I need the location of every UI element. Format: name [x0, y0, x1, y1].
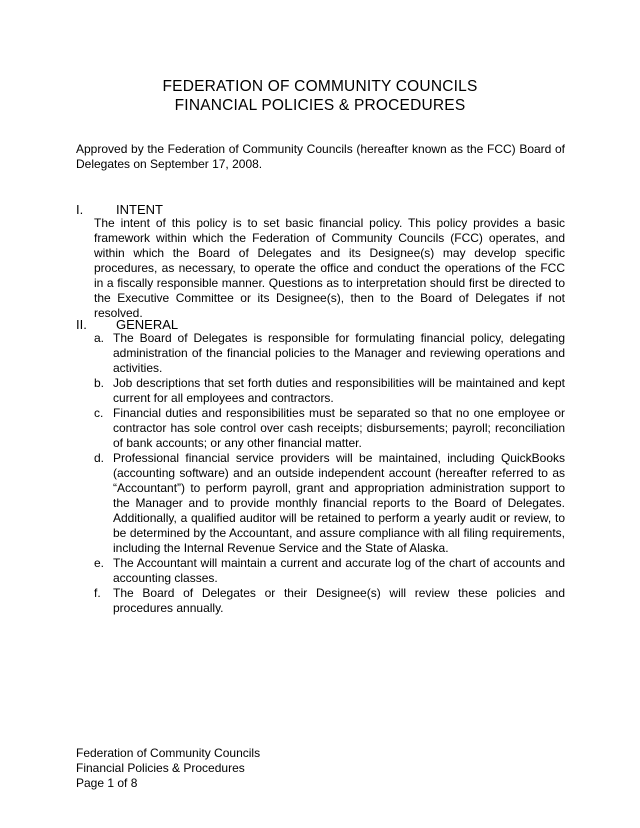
list-marker: a. [94, 331, 105, 345]
list-item-text: The Accountant will maintain a current and accurate log of the chart of accounts and accounting classes. [113, 556, 565, 585]
list-item [94, 331, 565, 376]
list-marker: c. [94, 406, 104, 420]
section-heading-general [76, 317, 178, 332]
page-footer [76, 746, 260, 791]
list-marker: e. [94, 556, 105, 570]
approval-paragraph: Approved by the Federation of Community Councils (hereafter known as the FCC) Board of Delegates on September 17, 2008. [76, 142, 565, 171]
list-item-text: Professional financial service providers will be maintained, including QuickBooks (accounting software) and an outside independent account (hereafter referred to as “Accountant”) to perform payroll, grant and appropriation administration support to the Manager and to provide monthly financial reports to the Board of Delegates. Additionally, a qualified auditor will be retained to perform a yearly audit or review, to be determined by the Accountant, and assure compliance with all filing requirements, including the Internal Revenue Service and the State of Alaska. [113, 451, 565, 555]
list-item-text: The Board of Delegates or their Designee(s) will review these policies and procedures annually. [113, 586, 565, 615]
section-title: GENERAL [116, 317, 179, 332]
list-item-text: Job descriptions that set forth duties and responsibilities will be maintained and kept current for all employees and contractors. [113, 376, 565, 405]
list-item [94, 586, 565, 616]
page-title [0, 77, 640, 115]
list-item [94, 451, 565, 556]
section-title: INTENT [116, 202, 163, 217]
title-line-1: FEDERATION OF COMMUNITY COUNCILS [162, 78, 478, 95]
list-item [94, 406, 565, 451]
section-number: I. [76, 202, 84, 217]
intent-paragraph: The intent of this policy is to set basic financial policy. This policy provides a basic framework within which the Federation of Community Councils (FCC) operates, and within which the Board of Delegates and its Designee(s) may develop specific procedures, as necessary, to operate the office and conduct the operations of the FCC in a fiscally responsible manner. Questions as to interpretation should first be directed to the Executive Committee or its Designee(s), then to the Board of Delegates if not resolved. [94, 216, 565, 320]
list-item [94, 376, 565, 406]
section-heading-intent [76, 202, 163, 217]
list-item [94, 556, 565, 586]
title-line-2: FINANCIAL POLICIES & PROCEDURES [174, 97, 466, 114]
page-number: Page 1 of 8 [76, 776, 138, 790]
footer-doc-title: Financial Policies & Procedures [76, 761, 245, 775]
general-list [94, 331, 565, 616]
list-marker: f. [94, 586, 101, 600]
list-marker: b. [94, 376, 105, 390]
list-marker: d. [94, 451, 105, 465]
footer-org-name: Federation of Community Councils [76, 746, 261, 760]
list-item-text: Financial duties and responsibilities must be separated so that no one employee or contractor has sole control over cash receipts; disbursements; payroll; reconciliation of bank accounts; or any other financial matter. [113, 406, 565, 450]
list-item-text: The Board of Delegates is responsible for formulating financial policy, delegating administration of the financial policies to the Manager and reviewing operations and activities. [113, 331, 565, 375]
section-number: II. [76, 317, 87, 332]
